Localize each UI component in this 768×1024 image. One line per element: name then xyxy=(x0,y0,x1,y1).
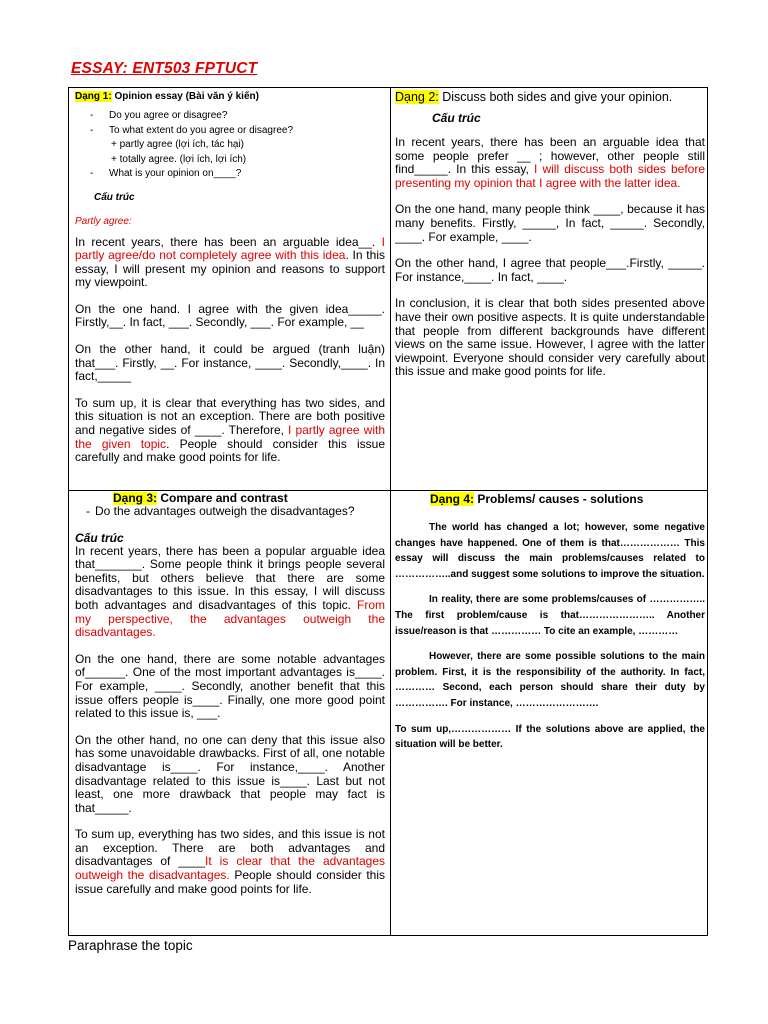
partly-agree-label: Partly agree: xyxy=(75,215,132,227)
structure-heading: Cấu trúc xyxy=(432,111,481,125)
question-list xyxy=(75,109,385,182)
cell-discuss-both-sides xyxy=(395,90,705,488)
paragraph-intro: In recent years, there has been an arguable idea that some people prefer __ ; however, other people still find_____. In this essay, I will discuss both sides before presenting my opinion that I agree with the latter idea. xyxy=(395,135,705,190)
structure-heading: Cấu trúc xyxy=(75,530,124,545)
question-bullet: - Do the advantages outweigh the disadvantages? xyxy=(86,504,355,518)
cell-compare-contrast xyxy=(75,492,385,934)
list-item: - To what extent do you agree or disagree? xyxy=(75,124,385,139)
document-title: ESSAY: ENT503 FPTUCT xyxy=(71,60,258,77)
list-item: + partly agree (lợi ích, tác hại) xyxy=(111,139,245,150)
type-name: Opinion essay (Bài văn ý kiến) xyxy=(111,91,259,102)
paragraph-body-2: On the other hand, no one can deny that this issue also has some unavoidable drawbacks. First of all, one notable disadvantage is____. For instance,____. Another disadvantage related to this issue is____. Last but not least, one more drawback that people may fact is that_____. xyxy=(75,732,385,815)
structure-heading: Cấu trúc xyxy=(94,191,135,203)
paragraph-body-1: On the one hand, many people think ____, because it has many benefits. Firstly, _____, In fact, _____. Secondly, ____. For example, ____. xyxy=(395,202,705,244)
essay-types-table xyxy=(68,87,708,936)
dash: - xyxy=(90,168,94,179)
paragraph-conclusion: To sum up, it is clear that everything has two sides, and this situation is not an exception. There are both positive and negative sides of ____. Therefore, I partly agree with the given topic. People should consider this issue carefully and make good points for life. xyxy=(75,395,385,465)
list-item: - Do you agree or disagree? xyxy=(75,109,385,124)
type-heading xyxy=(430,492,705,506)
type-label: Dạng 4: xyxy=(430,492,475,506)
type-name: Problems/ causes - solutions xyxy=(474,492,644,506)
list-item: - What is your opinion on____? xyxy=(75,167,385,182)
paragraph-intro: In recent years, there has been an arguable idea__. I partly agree/do not completely agree with this idea. In this essay, I will present my opinion and reasons to support my viewpoint. xyxy=(75,234,385,290)
paragraph-body-2: On the other hand, it could be argued (tranh luận) that___. Firstly, __. For instance, ____. Secondly,____. In fact,_____ xyxy=(75,342,385,384)
paragraph-conclusion: To sum up,……………… If the solutions above are applied, the situation will be better. xyxy=(395,723,705,751)
paragraph-conclusion: To sum up, everything has two sides, and this issue is not an exception. There are both advantages and disadvantages of ____It is clear that the advantages outweigh the disadvantages. People should consider this issue carefully and make good points for life. xyxy=(75,827,385,896)
type-label: Dạng 1: xyxy=(75,91,112,102)
table-divider-vertical xyxy=(390,88,391,935)
paragraph-intro: In recent years, there has been a popular arguable idea that_______. Some people think it brings people several benefits, but others believe that there are some disadvantages to this issue. In this essay, I will discuss both advantages and disadvantages of this topic. From my perspective, the advantages outweigh the disadvantages. xyxy=(75,543,385,640)
cell-opinion-essay xyxy=(75,90,385,488)
table-divider-horizontal xyxy=(69,490,707,491)
type-label: Dạng 2: xyxy=(395,90,439,104)
cell-problems-solutions xyxy=(395,492,705,934)
dash: - xyxy=(90,124,94,136)
list-item: + totally agree. (lợi ích, lợi ích) xyxy=(111,153,247,165)
dash: - xyxy=(86,504,90,518)
dash: - xyxy=(90,110,94,121)
paragraph-body-1: In reality, there are some problems/causes of …………….. The first problem/cause is that………………….. Another issue/reason is that …………… To cite an example, ………… xyxy=(395,594,705,637)
paragraph-body-2: However, there are some possible solutions to the main problem. First, it is the responsibility of the authority. In fact, ………… Second, each person should share their duty by ……………. For instance, ……………………. xyxy=(395,651,705,709)
paragraph-conclusion: In conclusion, it is clear that both sides presented above have their own positive aspects. It is quite understandable that people from different backgrounds have different views on the same issue. However, I agree with the latter viewpoint. Everyone should consider very carefully about this issue and make good points for life. xyxy=(395,296,705,379)
type-name: Compare and contrast xyxy=(157,492,288,505)
type-name: Discuss both sides and give your opinion. xyxy=(438,90,673,104)
type-label: Dạng 3: xyxy=(113,492,158,505)
paragraph-body-1: On the one hand, there are some notable advantages of______. One of the most important advantages is____. For example, ____. Secondly, another benefit that this issue offers people is____. Finally, one more good point related to this issue is, ___. xyxy=(75,651,385,721)
footer-text: Paraphrase the topic xyxy=(68,938,193,953)
paragraph-body-1: On the one hand. I agree with the given idea_____. Firstly,__. In fact, ___. Secondly, ___. For example, __ xyxy=(75,301,385,330)
type-heading xyxy=(395,90,705,105)
type-heading xyxy=(75,90,385,104)
paragraph-body-2: On the other hand, I agree that people___.Firstly, _____. For instance,____. In fact, ____. xyxy=(395,256,705,284)
paragraph-intro: The world has changed a lot; however, some negative changes have happened. One of them is that……………… This essay will discuss the main problems/causes related to ……………..and suggest some solutions to improve the situation. xyxy=(395,522,705,580)
